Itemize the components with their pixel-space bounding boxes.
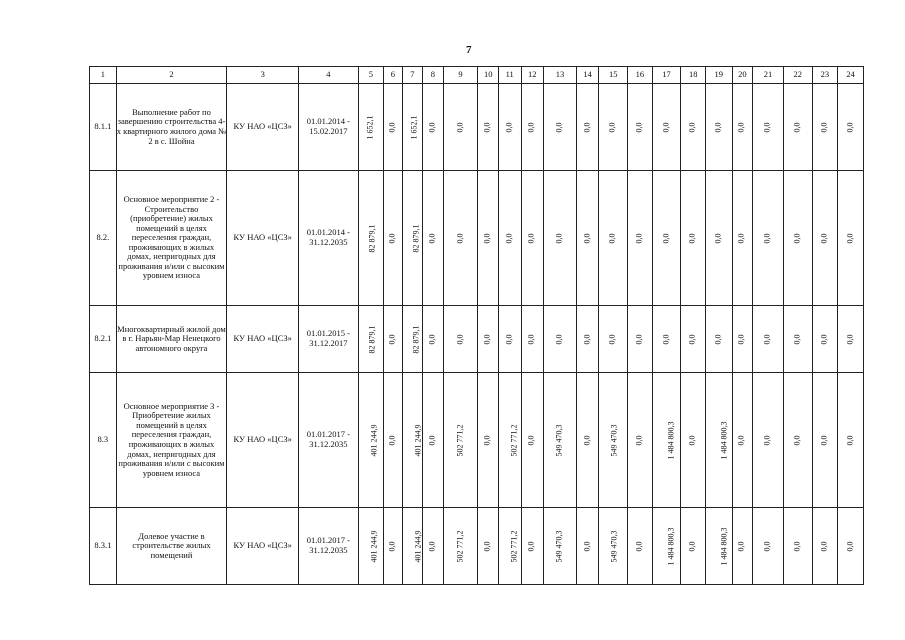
value-text: 401 244,9: [369, 530, 379, 563]
value-cell: [443, 508, 478, 585]
column-header: 15: [599, 67, 628, 84]
executor: КУ НАО «ЦСЗ»: [227, 508, 299, 585]
value-cell: [544, 306, 577, 373]
value-cell: [838, 508, 864, 585]
value-cell: [812, 171, 838, 306]
value-cell: [402, 373, 423, 508]
executor: КУ НАО «ЦСЗ»: [227, 84, 299, 171]
value-text: 0,0: [482, 435, 492, 446]
value-text: 0,0: [504, 334, 514, 345]
value-cell: [753, 508, 784, 585]
value-text: 0,0: [687, 435, 697, 446]
value-text: 0,0: [792, 541, 802, 552]
value-cell: [705, 306, 732, 373]
value-cell: [443, 306, 478, 373]
value-text: 0,0: [687, 541, 697, 552]
value-text: 1 652,1: [409, 115, 419, 140]
value-cell: [812, 373, 838, 508]
value-cell: [443, 84, 478, 171]
value-text: 0,0: [504, 122, 514, 133]
value-text: 0,0: [554, 233, 564, 244]
value-cell: [544, 373, 577, 508]
value-cell: [521, 306, 544, 373]
value-cell: [599, 373, 628, 508]
value-cell: [753, 84, 784, 171]
value-cell: [812, 306, 838, 373]
value-text: 0,0: [661, 334, 671, 345]
value-text: 0,0: [526, 435, 536, 446]
period: 01.01.2014 - 15.02.2017: [299, 84, 358, 171]
value-text: 0,0: [819, 233, 829, 244]
value-cell: [521, 84, 544, 171]
value-text: 0,0: [762, 122, 772, 133]
value-text: 0,0: [634, 233, 644, 244]
value-cell: [838, 84, 864, 171]
value-text: 502 771,2: [509, 424, 519, 457]
value-text: 0,0: [387, 435, 397, 446]
value-text: 82 879,1: [367, 224, 377, 253]
value-cell: [783, 171, 812, 306]
table-row: [90, 508, 864, 585]
value-text: 0,0: [427, 233, 437, 244]
value-text: 82 879,1: [411, 224, 421, 253]
column-header: 20: [732, 67, 753, 84]
value-text: 401 244,9: [413, 530, 423, 563]
value-text: 0,0: [687, 334, 697, 345]
value-text: 502 771,2: [455, 424, 465, 457]
value-cell: [783, 306, 812, 373]
value-cell: [521, 508, 544, 585]
value-cell: [681, 373, 706, 508]
value-text: 0,0: [455, 233, 465, 244]
value-cell: [705, 171, 732, 306]
value-cell: [443, 171, 478, 306]
column-header: 18: [681, 67, 706, 84]
row-number: 8.3.1: [90, 508, 117, 585]
activity-name: Основное мероприятие 2 - Строительство (приобретение) жилых помещений в целях переселения граждан, проживающих в жилых домах, непригодных для проживания и/или с высоким уровнем износа: [116, 171, 227, 306]
value-cell: [838, 306, 864, 373]
value-cell: [732, 508, 753, 585]
value-text: 0,0: [607, 233, 617, 244]
value-text: 1 484 800,3: [719, 421, 729, 460]
value-cell: [628, 373, 653, 508]
value-text: 0,0: [792, 334, 802, 345]
column-header: 7: [402, 67, 423, 84]
value-text: 0,0: [387, 233, 397, 244]
value-cell: [521, 373, 544, 508]
value-text: 0,0: [582, 541, 592, 552]
row-number: 8.1.1: [90, 84, 117, 171]
value-text: 0,0: [387, 122, 397, 133]
value-text: 0,0: [387, 334, 397, 345]
value-cell: [753, 306, 784, 373]
value-cell: [498, 373, 521, 508]
column-header: 9: [443, 67, 478, 84]
value-cell: [384, 84, 402, 171]
row-number: 8.3: [90, 373, 117, 508]
value-text: 0,0: [736, 122, 746, 133]
value-cell: [652, 508, 681, 585]
value-cell: [402, 84, 423, 171]
executor: КУ НАО «ЦСЗ»: [227, 373, 299, 508]
value-cell: [358, 171, 384, 306]
value-text: 0,0: [634, 435, 644, 446]
value-text: 401 244,9: [369, 424, 379, 457]
value-cell: [732, 306, 753, 373]
column-header: 4: [299, 67, 358, 84]
value-text: 0,0: [713, 334, 723, 345]
value-cell: [498, 306, 521, 373]
value-cell: [599, 84, 628, 171]
value-text: 0,0: [762, 435, 772, 446]
value-text: 0,0: [736, 334, 746, 345]
value-cell: [423, 171, 444, 306]
value-text: 0,0: [736, 233, 746, 244]
value-cell: [423, 373, 444, 508]
value-cell: [544, 508, 577, 585]
value-text: 0,0: [427, 334, 437, 345]
value-cell: [544, 171, 577, 306]
value-cell: [783, 508, 812, 585]
value-cell: [783, 373, 812, 508]
table-row: [90, 171, 864, 306]
value-cell: [521, 171, 544, 306]
value-text: 0,0: [582, 334, 592, 345]
value-text: 502 771,2: [455, 530, 465, 563]
value-cell: [705, 508, 732, 585]
value-text: 1 484 800,3: [719, 527, 729, 566]
value-text: 82 879,1: [411, 325, 421, 354]
value-text: 0,0: [582, 233, 592, 244]
activity-name: Основное мероприятие 3 - Приобретение жилых помещений в целях переселения граждан, проживающих в жилых домах, непригодных для проживания и/или с высоким уровнем износа: [116, 373, 227, 508]
value-text: 0,0: [792, 233, 802, 244]
value-text: 0,0: [526, 334, 536, 345]
value-cell: [384, 373, 402, 508]
value-cell: [478, 306, 499, 373]
value-cell: [628, 508, 653, 585]
value-cell: [838, 171, 864, 306]
value-text: 1 484 800,3: [666, 527, 676, 566]
value-text: 0,0: [736, 541, 746, 552]
value-cell: [681, 508, 706, 585]
column-header: 6: [384, 67, 402, 84]
value-cell: [576, 84, 599, 171]
column-header: 5: [358, 67, 384, 84]
value-cell: [705, 84, 732, 171]
period: 01.01.2015 - 31.12.2017: [299, 306, 358, 373]
value-cell: [402, 508, 423, 585]
value-cell: [478, 373, 499, 508]
value-text: 82 879,1: [367, 325, 377, 354]
value-text: 0,0: [762, 541, 772, 552]
value-cell: [628, 84, 653, 171]
value-cell: [652, 84, 681, 171]
value-cell: [681, 84, 706, 171]
header-row: [90, 67, 864, 84]
value-text: 0,0: [526, 541, 536, 552]
value-cell: [652, 306, 681, 373]
value-text: 0,0: [482, 233, 492, 244]
value-cell: [478, 171, 499, 306]
table-row: [90, 306, 864, 373]
value-cell: [498, 508, 521, 585]
value-cell: [576, 373, 599, 508]
page-number: 7: [466, 44, 472, 56]
value-cell: [652, 171, 681, 306]
column-header: 21: [753, 67, 784, 84]
value-cell: [384, 508, 402, 585]
activity-name: Выполнение работ по завершению строительства 4-х квартирного жилого дома № 2 в с. Шойна: [116, 84, 227, 171]
table-row: [90, 373, 864, 508]
value-text: 0,0: [582, 435, 592, 446]
column-header: 11: [498, 67, 521, 84]
value-cell: [732, 84, 753, 171]
value-text: 0,0: [554, 334, 564, 345]
value-text: 1 484 800,3: [666, 421, 676, 460]
value-cell: [599, 306, 628, 373]
value-text: 1 652,1: [365, 115, 375, 140]
value-cell: [358, 84, 384, 171]
value-text: 0,0: [819, 122, 829, 133]
value-text: 0,0: [455, 122, 465, 133]
value-cell: [705, 373, 732, 508]
value-cell: [478, 508, 499, 585]
value-cell: [732, 373, 753, 508]
value-cell: [498, 171, 521, 306]
value-text: 0,0: [482, 334, 492, 345]
value-text: 0,0: [427, 435, 437, 446]
value-text: 502 771,2: [509, 530, 519, 563]
value-cell: [753, 171, 784, 306]
column-header: 3: [227, 67, 299, 84]
value-text: 0,0: [607, 122, 617, 133]
program-table: [89, 66, 864, 585]
value-cell: [423, 306, 444, 373]
value-text: 0,0: [819, 541, 829, 552]
row-number: 8.2.: [90, 171, 117, 306]
column-header: 16: [628, 67, 653, 84]
activity-name: Долевое участие в строительстве жилых помещений: [116, 508, 227, 585]
value-cell: [576, 508, 599, 585]
value-cell: [384, 306, 402, 373]
value-text: 0,0: [427, 122, 437, 133]
value-text: 0,0: [845, 334, 855, 345]
value-text: 0,0: [427, 541, 437, 552]
value-cell: [681, 306, 706, 373]
period: 01.01.2017 - 31.12.2035: [299, 373, 358, 508]
value-text: 0,0: [455, 334, 465, 345]
value-text: 0,0: [687, 122, 697, 133]
value-cell: [628, 306, 653, 373]
column-header: 10: [478, 67, 499, 84]
value-text: 0,0: [661, 122, 671, 133]
value-text: 0,0: [387, 541, 397, 552]
value-text: 549 470,3: [554, 530, 564, 563]
column-header: 1: [90, 67, 117, 84]
value-text: 0,0: [762, 233, 772, 244]
value-cell: [732, 171, 753, 306]
column-header: 19: [705, 67, 732, 84]
value-text: 0,0: [713, 233, 723, 244]
value-cell: [358, 373, 384, 508]
value-text: 0,0: [634, 122, 644, 133]
column-header: 8: [423, 67, 444, 84]
value-text: 0,0: [687, 233, 697, 244]
value-text: 0,0: [713, 122, 723, 133]
column-header: 17: [652, 67, 681, 84]
value-cell: [812, 84, 838, 171]
value-cell: [838, 373, 864, 508]
value-cell: [812, 508, 838, 585]
period: 01.01.2017 - 31.12.2035: [299, 508, 358, 585]
value-cell: [498, 84, 521, 171]
row-number: 8.2.1: [90, 306, 117, 373]
period: 01.01.2014 - 31.12.2035: [299, 171, 358, 306]
value-text: 0,0: [482, 122, 492, 133]
column-header: 23: [812, 67, 838, 84]
value-text: 0,0: [792, 122, 802, 133]
value-cell: [384, 171, 402, 306]
column-header: 24: [838, 67, 864, 84]
value-text: 0,0: [845, 435, 855, 446]
value-cell: [358, 306, 384, 373]
value-text: 0,0: [526, 122, 536, 133]
value-cell: [628, 171, 653, 306]
column-header: 2: [116, 67, 227, 84]
value-text: 0,0: [634, 541, 644, 552]
value-text: 0,0: [661, 233, 671, 244]
value-text: 0,0: [845, 122, 855, 133]
value-text: 0,0: [845, 233, 855, 244]
value-cell: [402, 171, 423, 306]
value-text: 0,0: [607, 334, 617, 345]
value-cell: [576, 171, 599, 306]
value-cell: [576, 306, 599, 373]
value-cell: [681, 171, 706, 306]
value-cell: [423, 508, 444, 585]
activity-name: Многоквартирный жилой дом в г. Нарьян-Мар Ненецкого автономного округа: [116, 306, 227, 373]
value-cell: [652, 373, 681, 508]
value-text: 0,0: [819, 435, 829, 446]
value-cell: [423, 84, 444, 171]
value-text: 0,0: [792, 435, 802, 446]
value-cell: [753, 373, 784, 508]
value-text: 0,0: [819, 334, 829, 345]
executor: КУ НАО «ЦСЗ»: [227, 171, 299, 306]
value-text: 0,0: [736, 435, 746, 446]
column-header: 13: [544, 67, 577, 84]
value-cell: [358, 508, 384, 585]
value-cell: [599, 171, 628, 306]
column-header: 12: [521, 67, 544, 84]
value-text: 0,0: [482, 541, 492, 552]
value-cell: [402, 306, 423, 373]
value-text: 0,0: [526, 233, 536, 244]
value-cell: [783, 84, 812, 171]
column-header: 14: [576, 67, 599, 84]
value-text: 0,0: [845, 541, 855, 552]
value-text: 401 244,9: [413, 424, 423, 457]
value-text: 0,0: [634, 334, 644, 345]
value-cell: [443, 373, 478, 508]
value-text: 0,0: [554, 122, 564, 133]
value-cell: [599, 508, 628, 585]
value-text: 0,0: [582, 122, 592, 133]
value-text: 549 470,3: [609, 530, 619, 563]
value-text: 0,0: [762, 334, 772, 345]
table-row: [90, 84, 864, 171]
value-cell: [544, 84, 577, 171]
column-header: 22: [783, 67, 812, 84]
value-text: 0,0: [504, 233, 514, 244]
value-text: 549 470,3: [609, 424, 619, 457]
value-text: 549 470,3: [554, 424, 564, 457]
value-cell: [478, 84, 499, 171]
executor: КУ НАО «ЦСЗ»: [227, 306, 299, 373]
